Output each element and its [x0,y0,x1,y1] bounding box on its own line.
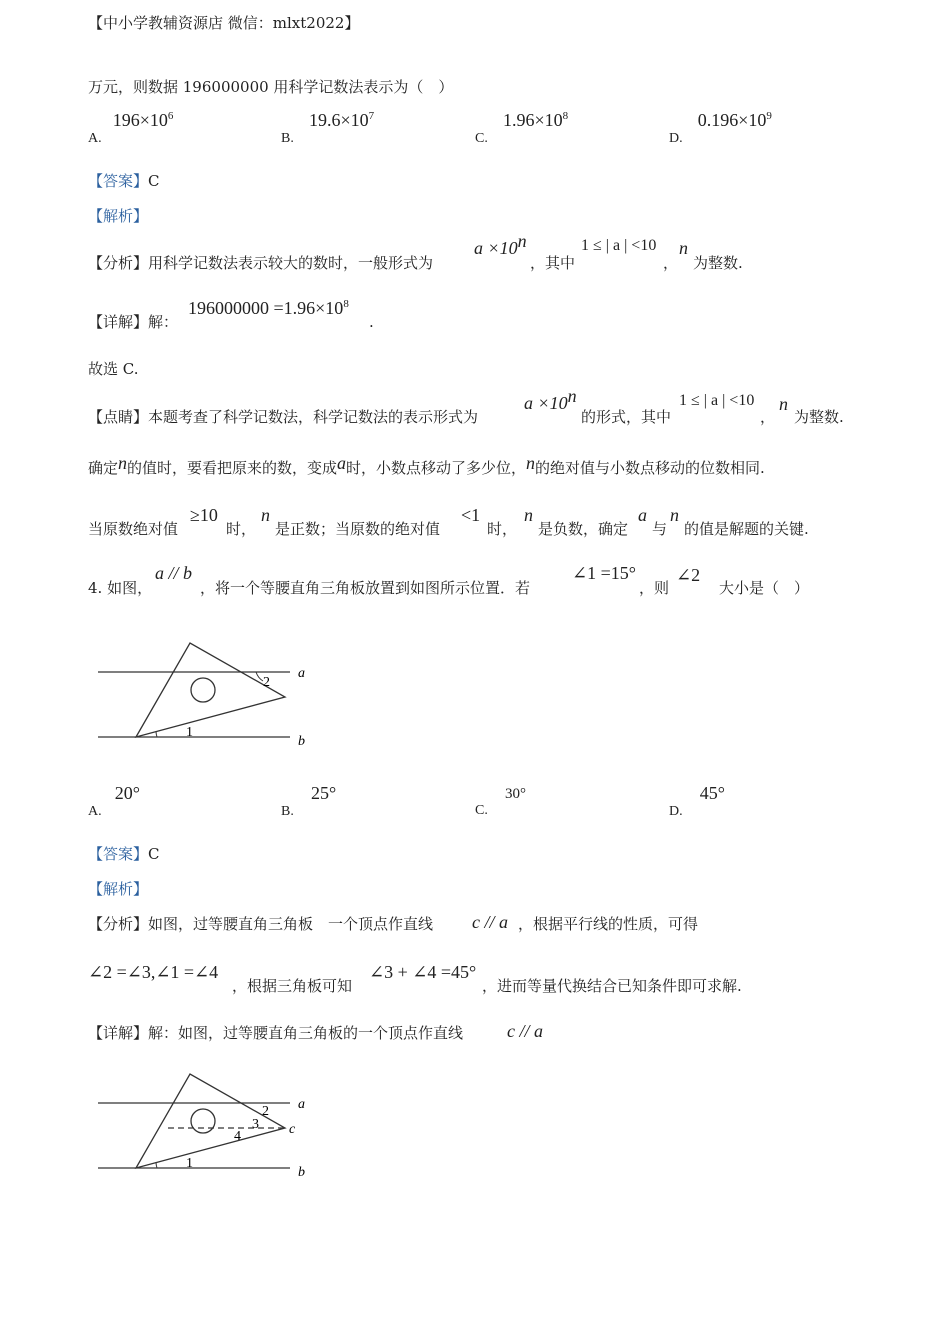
label-c: c [289,1122,296,1137]
label-1: 1 [186,725,193,740]
q3-line3-text4: 时， [487,520,518,538]
q4-stem-1: ，将一个等腰直角三角板放置到如图所示位置．若 [200,579,531,597]
q3-line3-text2: 时， [226,520,257,538]
q3-comment-range: 1 ≤ | a | <10 [679,392,755,409]
q3-fenxi: 【分析】用科学记数法表示较大的数时，一般形式为 [88,254,434,272]
q4-option-b [281,783,337,819]
q3-line3-ge: ≥10 [190,505,218,525]
q4-option-c [475,783,526,818]
q4-detail-ca: c // a [507,1021,543,1041]
triangle-ruler [136,643,285,737]
label-2-2: 2 [262,1104,269,1119]
option-value: $1.96\times 10^8$ [502,110,569,130]
q4-option-a [88,783,140,819]
q3-stem: 万元，则数据 196000000 用科学记数法表示为（ ） [88,78,454,96]
angle-mark-2 [256,672,263,681]
q3-fenxi-text3: ， [663,254,679,272]
q4-fenxi-text2: ，根据平行线的性质，可得 [518,915,699,933]
q3-choose: 故选 C. [88,360,139,378]
q3-line3-text7: 的值是解题的关键. [684,520,809,538]
q3-comment: 【点睛】本题考查了科学记数法，科学记数法的表示形式为 [88,408,479,426]
q4-option-d [669,783,725,819]
label-4: 4 [234,1129,241,1144]
q3-line3-lt: <1 [461,505,481,525]
label-2: 2 [263,675,270,690]
answer-value: C [148,845,160,863]
q3-detail-equation: $196000000 =1.96\times 10^8$ [188,298,349,318]
q4-stem-3: 大小是（ ） [719,579,810,597]
q4-fenxi-ca: c // a [472,912,508,932]
triangle-ruler-2 [136,1074,285,1168]
q4-angle1: ∠1 =15° [572,563,636,583]
label-3: 3 [252,1117,259,1132]
option-value: 25° [310,783,337,803]
q3-line3-a: a [638,505,647,525]
answer-tag: 【答案】 [88,845,149,863]
q3-fenxi-formula: $a \times 10^n$ [474,231,527,258]
option-value: $0.196\times 10^9$ [697,110,772,130]
q4-fenxi-text4: ，进而等量代换结合已知条件即可求解. [482,977,742,995]
q3-line3-text6: 与 [652,520,668,538]
q3-fenxi-range: 1 ≤ | a | <10 [581,237,657,254]
label-1-2: 1 [186,1156,193,1171]
label-a-2: a [298,1097,305,1112]
q4-detail: 【详解】解：如图，过等腰直角三角板的一个顶点作直线 [88,1024,464,1042]
option-value: $196\times 10^6$ [112,110,174,130]
label-b: b [298,734,305,749]
q3-comment-text4: 为整数. [794,408,844,426]
option-value: 20° [114,783,140,803]
q3-line3-n2: n [524,505,533,525]
q3-detail-end: . [369,313,374,331]
q3-line2: 确定n的值时，要看把原来的数，变成a时，小数点移动了多少位，n的绝对值与小数点移动的位数相同. [88,453,765,477]
q3-analysis-tag: 【解析】 [88,207,149,225]
option-value: $19.6\times 10^7$ [308,110,375,130]
label-a: a [298,666,305,681]
q4-fenxi-text3: ，根据三角板可知 [232,977,353,995]
q3-fenxi-n: n [679,238,688,258]
ruler-hole [191,678,215,702]
q4-parallel: a // b [155,563,193,583]
q3-line3-n: n [261,505,270,525]
q3-fenxi-text2: ，其中 [530,254,576,272]
q3-comment-text3: ， [760,408,776,426]
q3-comment-formula: $a \times 10^n$ [524,386,577,413]
q3-fenxi-text4: 为整数. [693,254,743,272]
q4-stem-2: ，则 [639,579,670,597]
option-letter: B. [281,804,294,819]
option-letter: C. [475,803,488,818]
option-value: 30° [504,786,526,802]
q3-comment-n: n [779,394,788,414]
q3-line3-n3: n [670,505,679,525]
q3-comment-text2: 的形式，其中 [581,408,672,426]
q4-number: 4. 如图， [88,579,153,597]
answer-value: C [148,172,160,190]
q3-line3-text5: 是负数，确定 [538,520,629,538]
label-b-2: b [298,1165,305,1180]
ruler-hole-2 [191,1109,215,1133]
option-value: 45° [699,783,725,803]
q4-angle2: ∠2 [676,565,701,585]
option-letter: A. [88,804,102,819]
option-letter: A. [88,131,102,146]
q4-answer [88,845,160,863]
q3-line3-text3: 是正数；当原数的绝对值 [275,520,441,538]
q3-line3-text1: 当原数绝对值 [88,520,179,538]
option-letter: C. [475,131,488,146]
answer-tag: 【答案】 [88,172,149,190]
header-watermark: 【中小学教辅资源店 微信：mlxt2022】 [88,14,360,32]
option-letter: D. [669,804,683,819]
q4-analysis-tag: 【解析】 [88,880,149,898]
option-letter: B. [281,131,294,146]
q4-fenxi-eq1: ∠2 =∠3,∠1 =∠4 [88,962,219,982]
q3-detail: 【详解】解： [88,313,179,331]
q4-fenxi: 【分析】如图，过等腰直角三角板 一个顶点作直线 [88,915,434,933]
option-letter: D. [669,131,683,146]
q4-fenxi-eq2: ∠3 + ∠4 =45° [369,962,477,982]
